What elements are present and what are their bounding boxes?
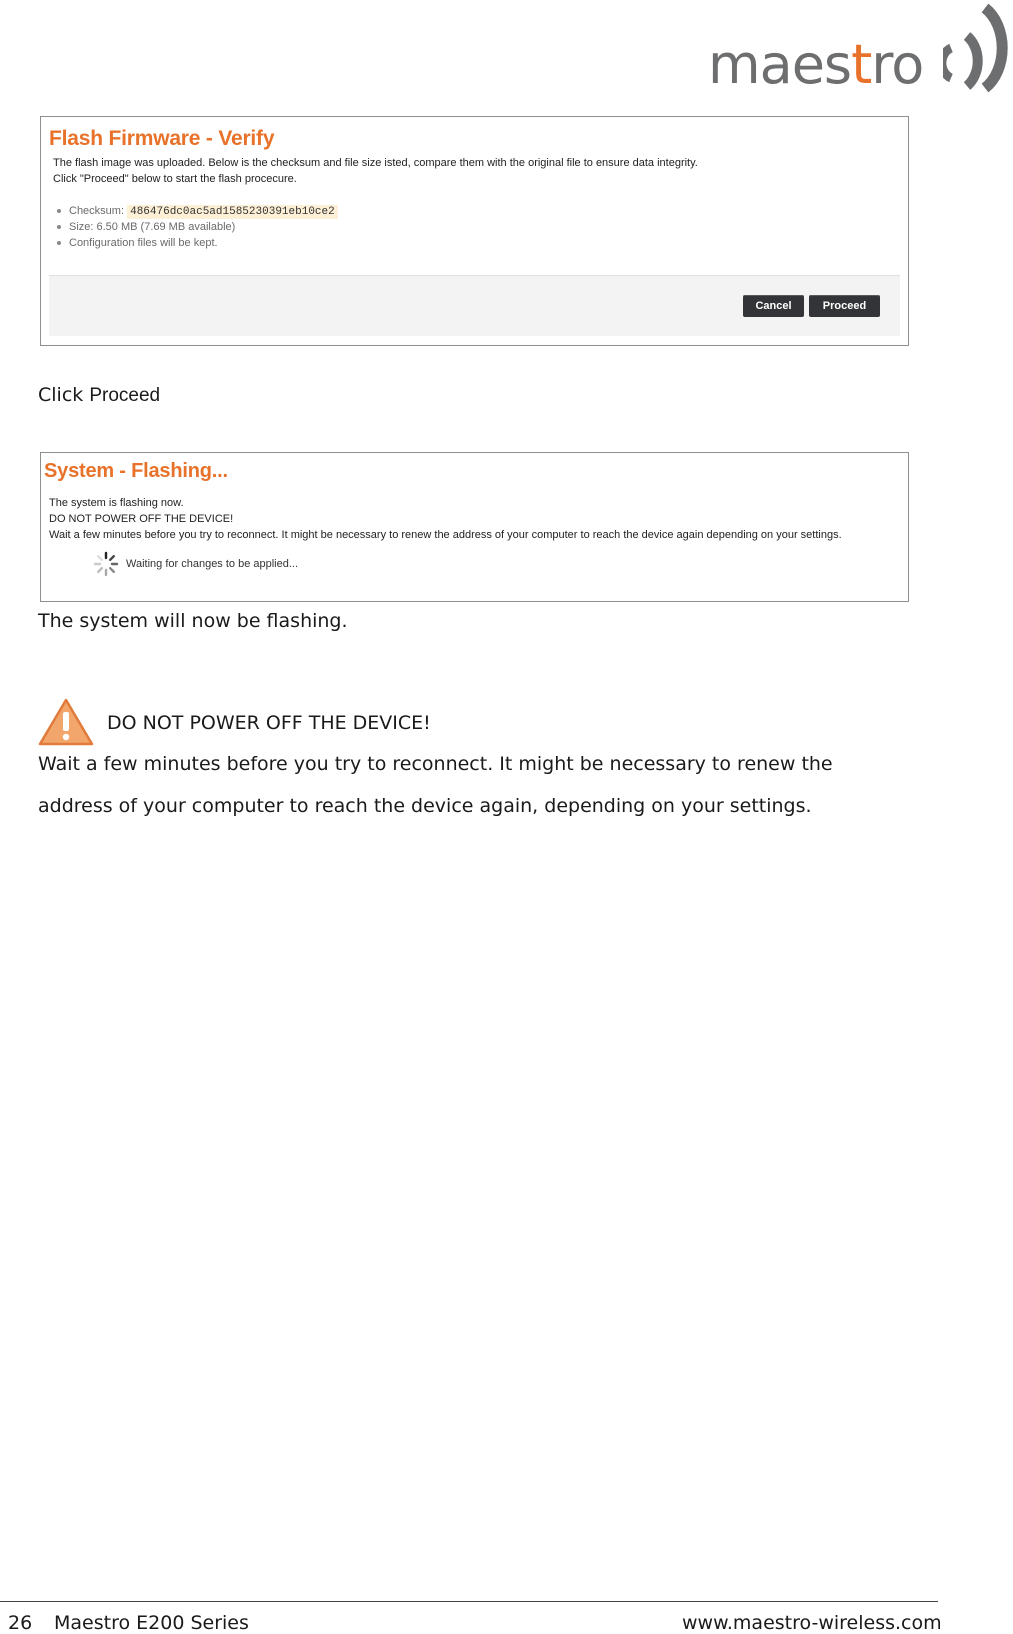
flash-verify-title: Flash Firmware - Verify xyxy=(49,127,275,150)
logo-wordmark: maestro xyxy=(708,33,924,96)
warning-title: DO NOT POWER OFF THE DEVICE! xyxy=(107,712,431,734)
system-flashing-screenshot xyxy=(40,452,909,602)
warning-text-line-1: Wait a few minutes before you try to reconnect. It might be necessary to renew the xyxy=(38,753,833,775)
footer-divider xyxy=(0,1601,938,1602)
checksum-item: Checksum: 486476dc0ac5ad1585230391eb10ce2 xyxy=(69,203,338,219)
config-item: Configuration files will be kept. xyxy=(69,235,338,251)
flashing-note: The system will now be flashing. xyxy=(38,610,348,632)
flashing-reconnect-line: Wait a few minutes before you try to reconnect. It might be necessary to renew the address of your computer to reach the device again depending on your settings. xyxy=(49,529,842,541)
proceed-button[interactable]: Proceed xyxy=(809,295,880,317)
loading-spinner-icon xyxy=(93,551,119,577)
flash-verify-instruction: Click "Proceed" below to start the flash procecure. xyxy=(53,173,297,185)
signal-waves-icon xyxy=(943,0,1013,95)
click-proceed-instruction: Click Proceed xyxy=(38,384,161,406)
flash-verify-description: The flash image was uploaded. Below is the checksum and file size isted, compare them with the original file to ensure data integrity. xyxy=(53,157,698,169)
document-title: Maestro E200 Series xyxy=(54,1612,249,1634)
checksum-value: 486476dc0ac5ad1585230391eb10ce2 xyxy=(127,205,338,219)
proceed-emphasis: Proceed xyxy=(89,385,161,406)
system-flashing-title: System - Flashing... xyxy=(44,460,228,482)
page-number: 26 xyxy=(8,1612,33,1634)
warning-icon xyxy=(38,698,94,746)
cancel-button[interactable]: Cancel xyxy=(743,295,804,317)
dialog-action-bar xyxy=(49,275,900,336)
maestro-logo xyxy=(708,0,1008,95)
size-item: Size: 6.50 MB (7.69 MB available) xyxy=(69,219,338,235)
waiting-status: Waiting for changes to be applied... xyxy=(126,558,299,570)
flashing-warning-line: DO NOT POWER OFF THE DEVICE! xyxy=(49,513,234,525)
flash-verify-screenshot xyxy=(40,116,909,346)
warning-text-line-2: address of your computer to reach the device again, depending on your settings. xyxy=(38,795,812,817)
website-link[interactable]: www.maestro-wireless.com xyxy=(682,1612,942,1634)
flashing-status-line: The system is flashing now. xyxy=(49,497,184,509)
flash-details-list xyxy=(69,203,338,251)
